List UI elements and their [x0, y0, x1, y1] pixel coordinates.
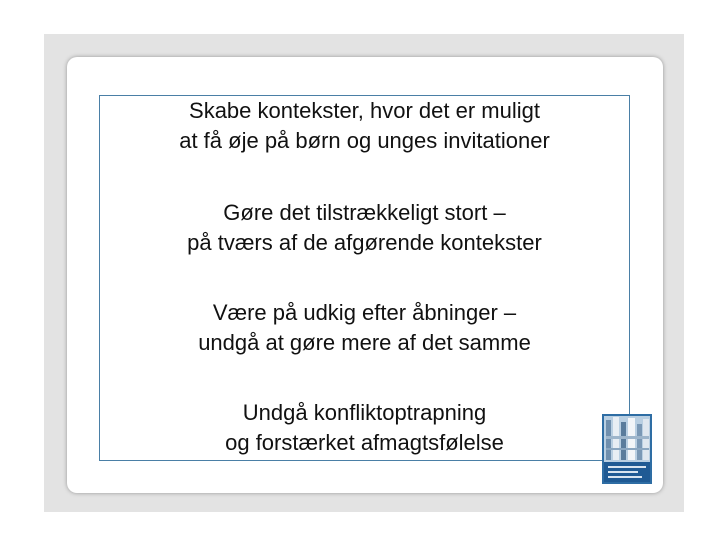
institution-logo: [602, 414, 652, 484]
statement-1: [99, 96, 630, 156]
logo-graphic: [602, 414, 652, 484]
statement-4-line-2: og forstærket afmagtsfølelse: [225, 430, 504, 455]
statement-3: [99, 298, 630, 358]
statement-3-line-1: Være på udkig efter åbninger –: [212, 300, 517, 325]
statement-3-line-2: undgå at gøre mere af det samme: [198, 330, 531, 355]
statement-2: [99, 198, 630, 258]
statement-2-line-1: Gøre det tilstrækkeligt stort –: [223, 200, 506, 225]
statement-1-line-2: at få øje på børn og unges invitationer: [179, 128, 550, 153]
statement-4: [99, 398, 630, 458]
statement-2-line-2: på tværs af de afgørende kontekster: [187, 230, 542, 255]
statement-4-line-1: Undgå konfliktoptrapning: [242, 400, 487, 425]
statement-1-line-1: Skabe kontekster, hvor det er muligt: [189, 98, 540, 123]
